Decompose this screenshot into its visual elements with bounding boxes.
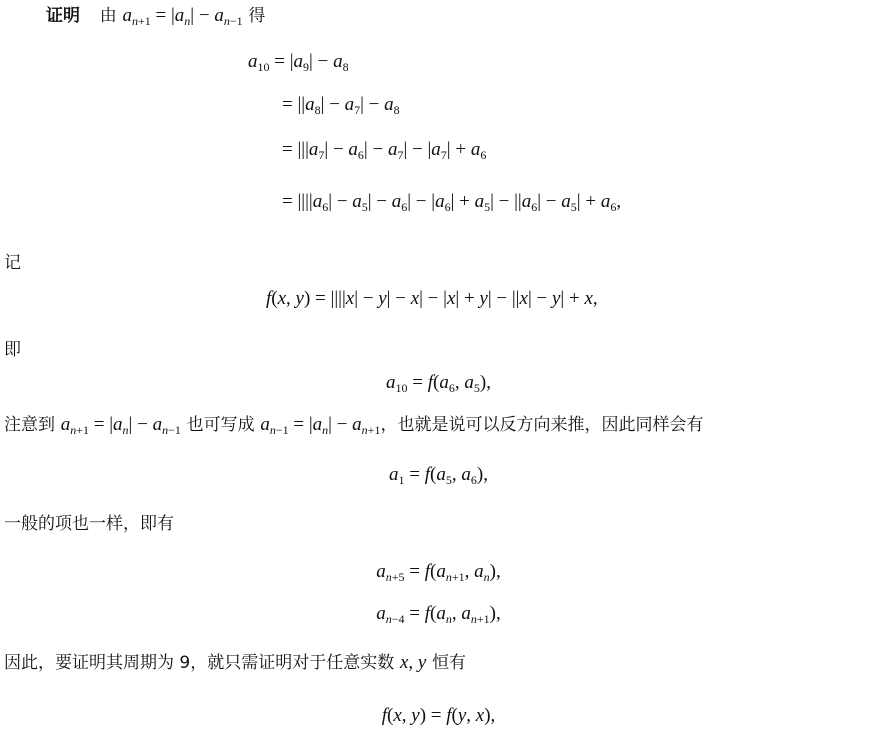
intro-prefix: 由 bbox=[99, 6, 117, 26]
proof-label: 证明 bbox=[46, 6, 80, 26]
derivation-line-3: = $|||a_7| - a_6| - a_7| - |a_7| + a_6$ bbox=[282, 139, 487, 162]
conclusion-vars: x, y bbox=[399, 652, 427, 673]
eq-a10: $a_{10} = f(a_6$, $a_5$), bbox=[386, 372, 491, 395]
intro-suffix: 得 bbox=[248, 6, 266, 26]
note-ji2: 即 bbox=[4, 340, 21, 360]
f-definition: f(x, y) = ||||x| − y| − x| − |x| + y| − ||x| − y| + x, bbox=[266, 288, 598, 309]
reverse-formula-1: $a_{n+1} = |a_n| - a_{n-1}$ bbox=[60, 414, 181, 437]
conclusion-line bbox=[4, 651, 466, 675]
intro-formula: $a_{n+1} = |a_n| - a_{n-1}$ bbox=[122, 5, 243, 28]
reverse-text-2: 也可写成 bbox=[186, 415, 255, 435]
conclusion-text-1: 因此，要证明其周期为 9，就只需证明对于任意实数 bbox=[4, 653, 395, 673]
reverse-text-3: ，也就是说可以反方向来推，因此同样会有 bbox=[380, 415, 704, 435]
reverse-text-1: 注意到 bbox=[4, 415, 55, 435]
derivation-line-2: = $||a_8| - a_7| - a_8$ bbox=[282, 94, 400, 117]
derivation-line-4: = $||||a_6| - a_5| - a_6| - |a_6| + a_5| - ||a_6| - a_5| + a_6$, bbox=[282, 191, 622, 214]
eq-general-2: $a_{n-4} = f(a_n$, $a_{n+1}$), bbox=[376, 603, 501, 626]
eq-final: f(x, y) = f(y, x), bbox=[381, 705, 496, 726]
intro-line bbox=[46, 4, 265, 28]
general-text: 一般的项也一样，即有 bbox=[4, 514, 174, 534]
eq-general-1: $a_{n+5} = f(a_{n+1}$, $a_n$), bbox=[376, 561, 501, 584]
eq-a1: $a_1 = f(a_5$, $a_6$), bbox=[389, 464, 488, 487]
reverse-paragraph bbox=[4, 413, 703, 437]
reverse-formula-2: $a_{n-1} = |a_n| - a_{n+1}$ bbox=[260, 414, 381, 437]
conclusion-text-2: 恒有 bbox=[432, 653, 467, 673]
derivation-line-1: $a_{10} = |a_9| - a_8$ bbox=[248, 51, 349, 74]
note-ji: 记 bbox=[4, 253, 21, 273]
